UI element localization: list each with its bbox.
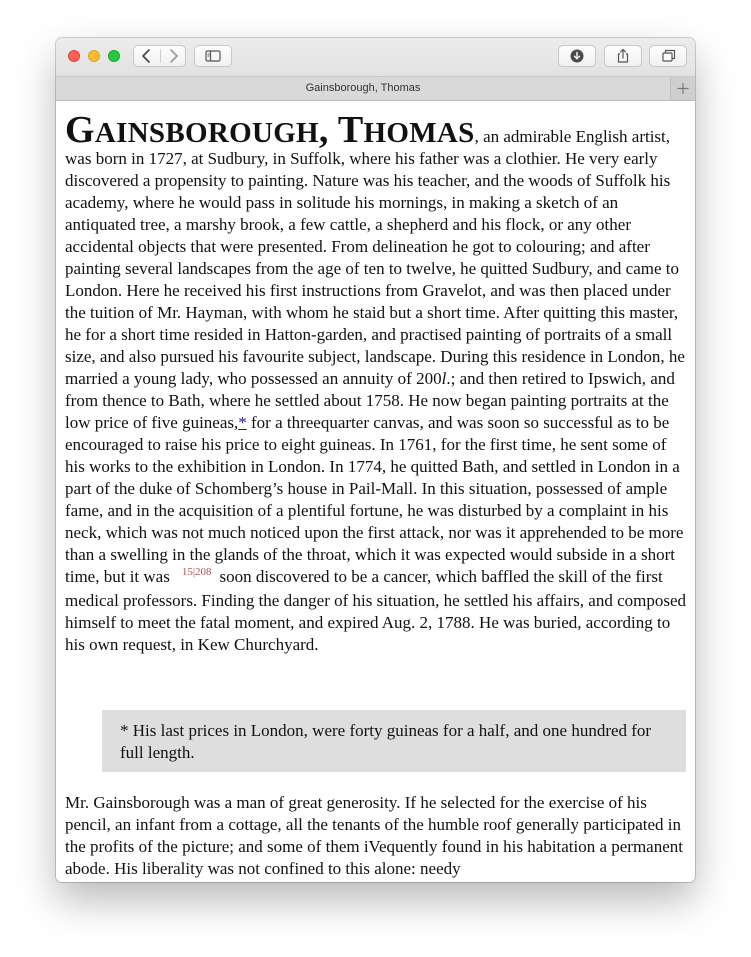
browser-window bbox=[56, 38, 695, 882]
tab-active[interactable]: Gainsborough, Thomas bbox=[305, 82, 421, 94]
heading-initial-2: T bbox=[337, 109, 364, 151]
download-icon bbox=[559, 46, 595, 66]
heading-comma: , bbox=[318, 109, 338, 151]
heading-forename: HOMAS bbox=[363, 117, 475, 149]
text-run-italic: l bbox=[441, 369, 447, 388]
page-content bbox=[56, 101, 695, 882]
text-run: soon discovered to be a cancer, which baffled the skill of the first medical professors. Finding the danger of his situation, he settled his affairs, and composed himself to meet the fatal moment, and expired Aug. 2, 1788. He was buried, according to his own request, in Kew Churchyard. bbox=[65, 567, 686, 654]
browser-toolbar bbox=[56, 38, 695, 77]
tab-overview-button[interactable] bbox=[649, 45, 687, 67]
forward-button[interactable] bbox=[161, 46, 186, 66]
article-heading bbox=[65, 109, 475, 151]
share-icon bbox=[605, 46, 641, 66]
footnote-box: * His last prices in London, were forty guineas for a half, and one hundred for full length. bbox=[102, 710, 686, 772]
back-button[interactable] bbox=[134, 46, 160, 66]
plus-icon bbox=[671, 77, 695, 100]
text-run: .; and then retired to Ipswich, and from thence to Bath, where he settled about 1758. He now began painting portraits at the low price of five guineas, bbox=[65, 369, 675, 432]
sidebar-icon bbox=[195, 46, 231, 66]
heading-surname: AINSBOROUGH bbox=[94, 117, 319, 149]
share-button[interactable] bbox=[604, 45, 642, 67]
download-button[interactable] bbox=[558, 45, 596, 67]
close-window-button[interactable] bbox=[68, 50, 80, 62]
page-separator: | bbox=[192, 566, 196, 578]
chevron-right-icon bbox=[161, 46, 186, 66]
page-number-marker bbox=[182, 566, 212, 578]
page-volume: 15 bbox=[181, 566, 193, 578]
zoom-window-button[interactable] bbox=[108, 50, 120, 62]
minimize-window-button[interactable] bbox=[88, 50, 100, 62]
text-run: , an admirable English artist, was born in 1727, at Sudbury, in Suffolk, where his father was a clothier. He very early discovered a propensity to painting. Nature was his teacher, and the woods of Suffolk his academy, where he would pass in solitude his mornings, in making a sketch of an antiquated tree, a marshy brook, a few cattle, a shepherd and his flock, or any other accidental objects that were presented. From delineation he got to colouring; and after painting several landscapes from the age of ten to twelve, he quitted Sudbury, and came to London. Here he received his first instructions from Gravelot, and was then placed under the tuition of Mr. Hayman, with whom he staid but a short time. After quitting this master, he for a short time resided in Hatton-garden, and practised painting of portraits of a small size, and also pursued his favourite subject, landscape. During this residence in London, he married a young lady, who possessed an annuity of 200 bbox=[65, 127, 685, 388]
back-forward-group bbox=[133, 45, 186, 67]
footnote-link[interactable]: * bbox=[238, 413, 247, 432]
sidebar-button[interactable] bbox=[194, 45, 232, 67]
text-run: for a threequarter canvas, and was soon so successful as to be encouraged to raise his price to eight guineas. In 1761, for the first time, he sent some of his works to the exhibition in London. In 1774, he quitted Bath, and settled in London in a part of the duke of Schomberg’s house in Pail-Mall. In this situation, possessed of ample fame, and in the acquisition of a plentiful fortune, he was disturbed by a complaint in his neck, which was not much noticed upon the first attack, nor was it apprehended to be more than a swelling in the glands of the throat, which it was expected would subside in a short time, but it was bbox=[65, 413, 684, 586]
new-tab-button[interactable] bbox=[670, 77, 695, 100]
tab-bar bbox=[56, 77, 695, 101]
heading-initial: G bbox=[65, 109, 95, 151]
tabs-overview-icon bbox=[650, 46, 686, 66]
article-paragraph-1 bbox=[65, 109, 689, 656]
chevron-left-icon bbox=[134, 46, 160, 66]
article-paragraph-2: Mr. Gainsborough was a man of great generosity. If he selected for the exercise of his pencil, an infant from a cottage, all the tenants of the humble roof generally participated in the profits of the picture; and some of them iVequently found in his habitation a permanent abode. His liberality was not confined to this alone: needy bbox=[65, 793, 683, 878]
page-number: 208 bbox=[195, 566, 212, 578]
